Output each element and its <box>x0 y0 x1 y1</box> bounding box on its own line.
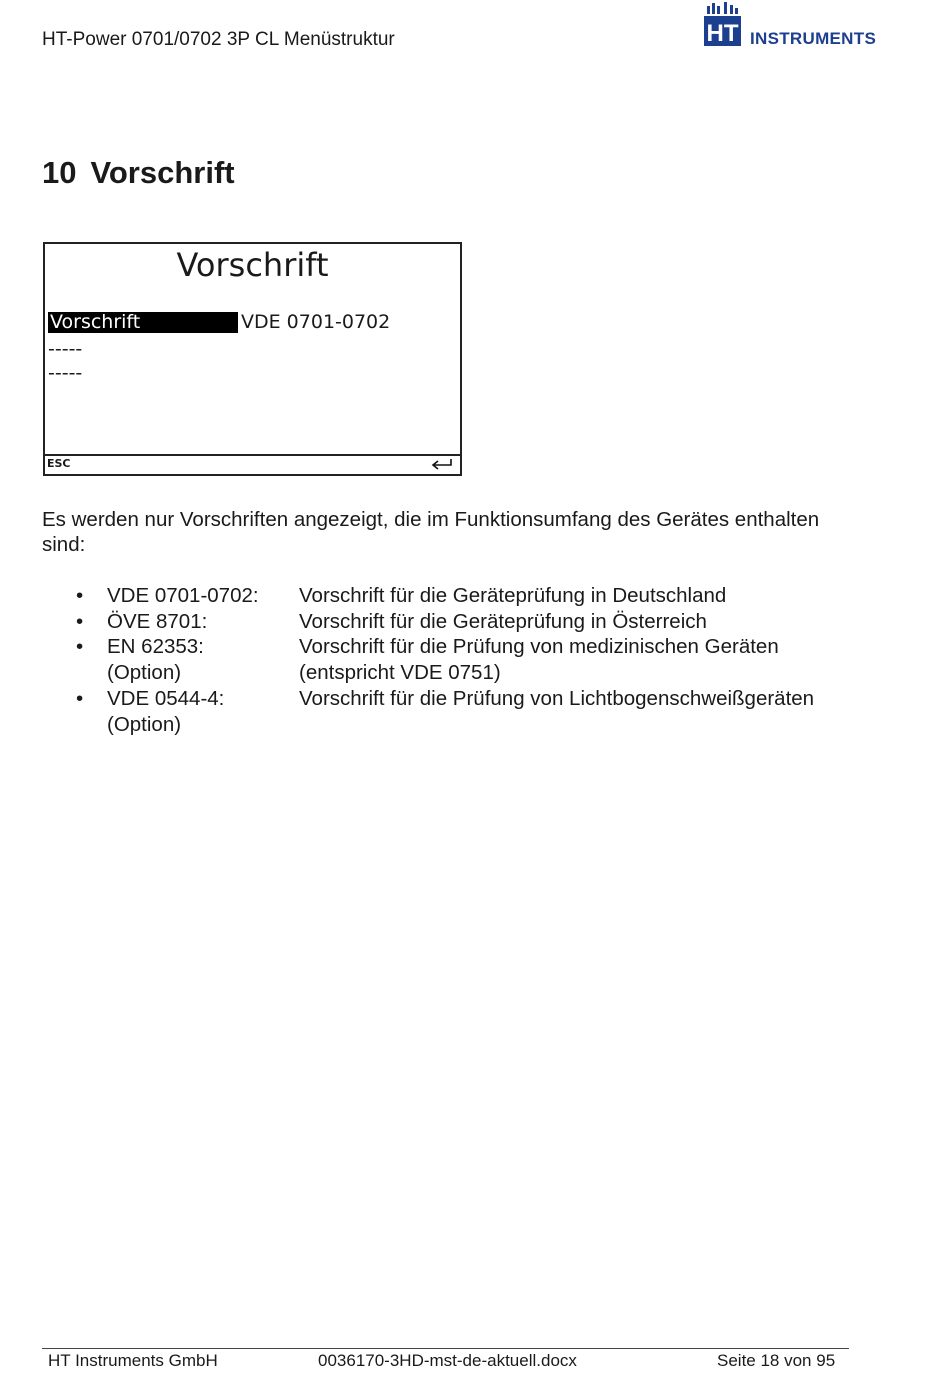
footer-page-number: Seite 18 von 95 <box>717 1351 836 1370</box>
item-label-main: VDE 0544-4: <box>107 686 225 710</box>
section-number: 10 <box>42 155 77 190</box>
header-title: HT-Power 0701/0702 3P CL Menüstruktur <box>42 29 395 50</box>
menu-row-empty-1[interactable]: ----- <box>48 338 83 360</box>
item-desc: Vorschrift für die Geräteprüfung in Deutschland <box>299 584 727 607</box>
item-desc: Vorschrift für die Prüfung von medizinischen Geräten <box>299 635 779 659</box>
device-screen <box>43 242 462 476</box>
item-label-sub: (Option) <box>107 712 182 736</box>
screen-softkey-bar <box>45 454 460 474</box>
list-item <box>42 609 902 635</box>
section-heading <box>42 155 235 191</box>
item-label <box>107 634 204 685</box>
list-item <box>42 634 902 685</box>
menu-row-empty-2[interactable]: ----- <box>48 362 83 384</box>
section-title: Vorschrift <box>90 155 235 190</box>
item-desc-2: (entspricht VDE 0751) <box>299 661 501 685</box>
list-item <box>42 686 902 736</box>
ht-instruments-logo <box>703 0 883 50</box>
bullet: • <box>76 609 84 633</box>
standards-list <box>42 583 902 736</box>
list-item <box>42 583 902 609</box>
bullet: • <box>76 584 84 607</box>
footer-filename: 0036170-3HD-mst-de-aktuell.docx <box>318 1351 577 1370</box>
item-label <box>107 686 224 737</box>
menu-row-selected[interactable]: Vorschrift <box>48 312 238 333</box>
item-label: VDE 0701-0702: <box>107 584 259 607</box>
footer-divider <box>42 1348 849 1349</box>
item-desc: Vorschrift für die Geräteprüfung in Österreich <box>299 609 707 633</box>
bullet: • <box>76 686 84 710</box>
logo-mark: HT <box>706 20 739 47</box>
item-label: ÖVE 8701: <box>107 609 208 633</box>
screen-title: Vorschrift <box>176 246 329 284</box>
item-desc: Vorschrift für die Prüfung von Lichtbogenschweißgeräten <box>299 686 815 710</box>
intro-paragraph: Es werden nur Vorschriften angezeigt, die im Funktionsumfang des Gerätes enthalten sind: <box>42 508 820 556</box>
enter-return-icon[interactable] <box>430 457 454 471</box>
item-label-sub: (Option) <box>107 661 182 685</box>
logo-wordmark: INSTRUMENTS <box>750 29 877 48</box>
bullet: • <box>76 635 84 659</box>
item-label-main: EN 62353: <box>107 635 204 659</box>
ht-logo-icon <box>703 0 747 48</box>
footer-company: HT Instruments GmbH <box>48 1351 218 1370</box>
menu-row-value: VDE 0701-0702 <box>241 311 391 333</box>
esc-softkey[interactable]: ESC <box>47 457 71 470</box>
